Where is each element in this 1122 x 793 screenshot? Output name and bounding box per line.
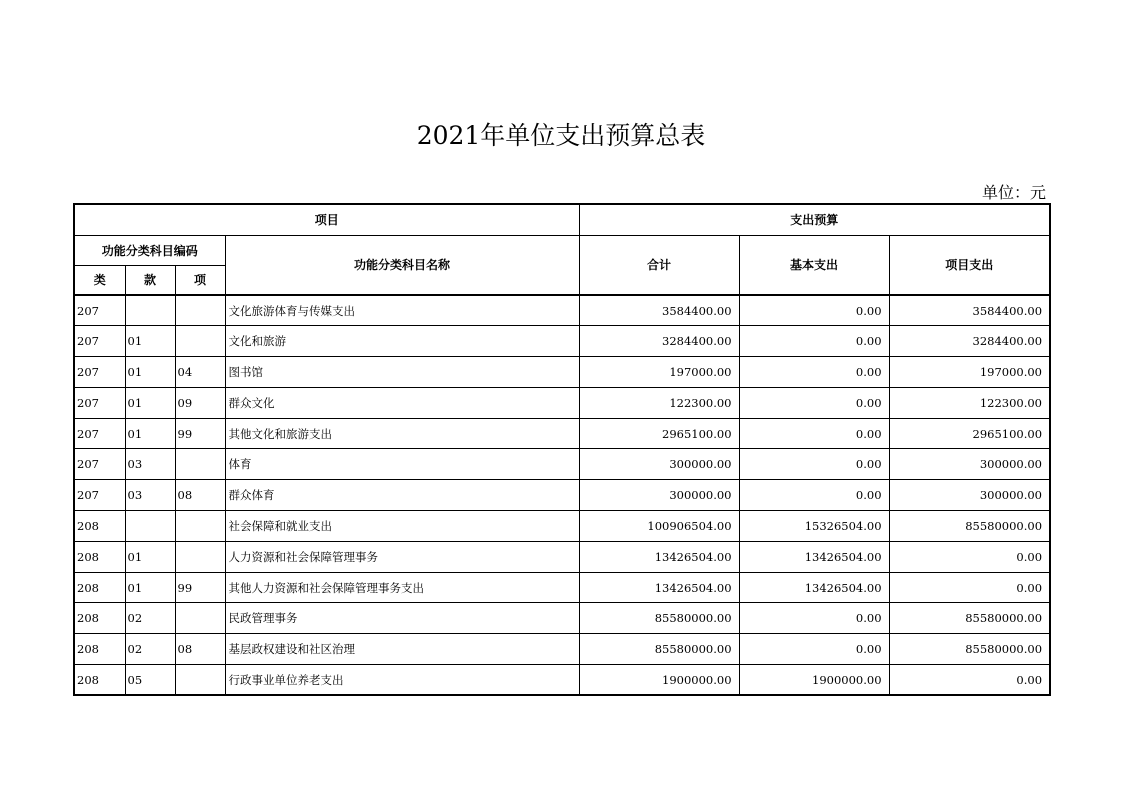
cell-kuan: 03 (125, 449, 175, 480)
table-row (74, 387, 1050, 418)
table-row (74, 665, 1050, 696)
header-code-group: 功能分类科目编码 (74, 235, 225, 265)
cell-project: 300000.00 (889, 480, 1050, 511)
table-row (74, 326, 1050, 357)
cell-project: 2965100.00 (889, 418, 1050, 449)
cell-basic: 0.00 (739, 603, 889, 634)
table-row (74, 572, 1050, 603)
cell-total: 122300.00 (579, 387, 739, 418)
unit-label: 单位：元 (981, 183, 1046, 202)
table-row (74, 418, 1050, 449)
cell-name: 行政事业单位养老支出 (225, 665, 579, 696)
header-project: 项目支出 (889, 235, 1050, 295)
cell-lei: 208 (74, 603, 125, 634)
cell-project: 85580000.00 (889, 511, 1050, 542)
cell-name: 其他人力资源和社会保障管理事务支出 (225, 572, 579, 603)
cell-kuan (125, 511, 175, 542)
cell-name: 基层政权建设和社区治理 (225, 634, 579, 665)
cell-project: 3284400.00 (889, 326, 1050, 357)
cell-total: 85580000.00 (579, 603, 739, 634)
cell-xiang (175, 541, 225, 572)
header-lei: 类 (74, 265, 125, 295)
cell-total: 2965100.00 (579, 418, 739, 449)
cell-project: 0.00 (889, 541, 1050, 572)
cell-kuan: 02 (125, 634, 175, 665)
cell-name: 人力资源和社会保障管理事务 (225, 541, 579, 572)
cell-name: 体育 (225, 449, 579, 480)
cell-lei: 208 (74, 541, 125, 572)
cell-basic: 13426504.00 (739, 541, 889, 572)
cell-lei: 208 (74, 572, 125, 603)
cell-xiang (175, 665, 225, 696)
cell-project: 0.00 (889, 572, 1050, 603)
table-row (74, 634, 1050, 665)
cell-xiang: 08 (175, 480, 225, 511)
cell-basic: 0.00 (739, 295, 889, 326)
cell-kuan: 01 (125, 572, 175, 603)
table-row (74, 449, 1050, 480)
cell-kuan (125, 295, 175, 326)
cell-name: 社会保障和就业支出 (225, 511, 579, 542)
cell-basic: 0.00 (739, 449, 889, 480)
cell-lei: 207 (74, 295, 125, 326)
cell-total: 300000.00 (579, 449, 739, 480)
table-row (74, 357, 1050, 388)
cell-project: 0.00 (889, 665, 1050, 696)
cell-lei: 207 (74, 418, 125, 449)
cell-kuan: 01 (125, 541, 175, 572)
header-kuan: 款 (125, 265, 175, 295)
cell-basic: 0.00 (739, 634, 889, 665)
cell-basic: 0.00 (739, 480, 889, 511)
cell-name: 图书馆 (225, 357, 579, 388)
cell-kuan: 01 (125, 387, 175, 418)
cell-xiang: 09 (175, 387, 225, 418)
table-row (74, 603, 1050, 634)
cell-basic: 0.00 (739, 357, 889, 388)
cell-xiang: 99 (175, 418, 225, 449)
cell-lei: 208 (74, 634, 125, 665)
cell-total: 13426504.00 (579, 541, 739, 572)
cell-name: 文化和旅游 (225, 326, 579, 357)
cell-total: 100906504.00 (579, 511, 739, 542)
cell-name: 群众文化 (225, 387, 579, 418)
cell-xiang: 99 (175, 572, 225, 603)
cell-total: 300000.00 (579, 480, 739, 511)
budget-table (73, 203, 1051, 696)
cell-basic: 0.00 (739, 387, 889, 418)
cell-basic: 0.00 (739, 418, 889, 449)
cell-total: 3584400.00 (579, 295, 739, 326)
cell-kuan: 01 (125, 357, 175, 388)
cell-project: 85580000.00 (889, 634, 1050, 665)
header-total: 合计 (579, 235, 739, 295)
cell-basic: 0.00 (739, 326, 889, 357)
header-budget: 支出预算 (579, 204, 1050, 235)
cell-total: 1900000.00 (579, 665, 739, 696)
cell-lei: 207 (74, 387, 125, 418)
cell-total: 85580000.00 (579, 634, 739, 665)
cell-lei: 207 (74, 357, 125, 388)
cell-kuan: 02 (125, 603, 175, 634)
header-basic: 基本支出 (739, 235, 889, 295)
cell-lei: 207 (74, 326, 125, 357)
table-row (74, 511, 1050, 542)
cell-project: 122300.00 (889, 387, 1050, 418)
cell-lei: 208 (74, 665, 125, 696)
page-title: 2021年单位支出预算总表 (416, 121, 706, 150)
cell-xiang (175, 326, 225, 357)
cell-name: 民政管理事务 (225, 603, 579, 634)
cell-xiang (175, 295, 225, 326)
cell-lei: 207 (74, 449, 125, 480)
header-xiang: 项 (175, 265, 225, 295)
cell-xiang (175, 603, 225, 634)
cell-kuan: 03 (125, 480, 175, 511)
cell-xiang (175, 511, 225, 542)
header-item: 项目 (74, 204, 579, 235)
cell-lei: 208 (74, 511, 125, 542)
cell-project: 300000.00 (889, 449, 1050, 480)
cell-xiang: 08 (175, 634, 225, 665)
cell-project: 85580000.00 (889, 603, 1050, 634)
cell-name: 文化旅游体育与传媒支出 (225, 295, 579, 326)
cell-project: 3584400.00 (889, 295, 1050, 326)
cell-basic: 15326504.00 (739, 511, 889, 542)
header-name: 功能分类科目名称 (225, 235, 579, 295)
cell-kuan: 01 (125, 326, 175, 357)
table-row (74, 480, 1050, 511)
cell-project: 197000.00 (889, 357, 1050, 388)
cell-kuan: 01 (125, 418, 175, 449)
table-row (74, 541, 1050, 572)
cell-xiang: 04 (175, 357, 225, 388)
cell-basic: 1900000.00 (739, 665, 889, 696)
cell-name: 群众体育 (225, 480, 579, 511)
cell-total: 197000.00 (579, 357, 739, 388)
cell-xiang (175, 449, 225, 480)
cell-total: 3284400.00 (579, 326, 739, 357)
cell-lei: 207 (74, 480, 125, 511)
table-row (74, 295, 1050, 326)
cell-basic: 13426504.00 (739, 572, 889, 603)
cell-total: 13426504.00 (579, 572, 739, 603)
cell-kuan: 05 (125, 665, 175, 696)
cell-name: 其他文化和旅游支出 (225, 418, 579, 449)
